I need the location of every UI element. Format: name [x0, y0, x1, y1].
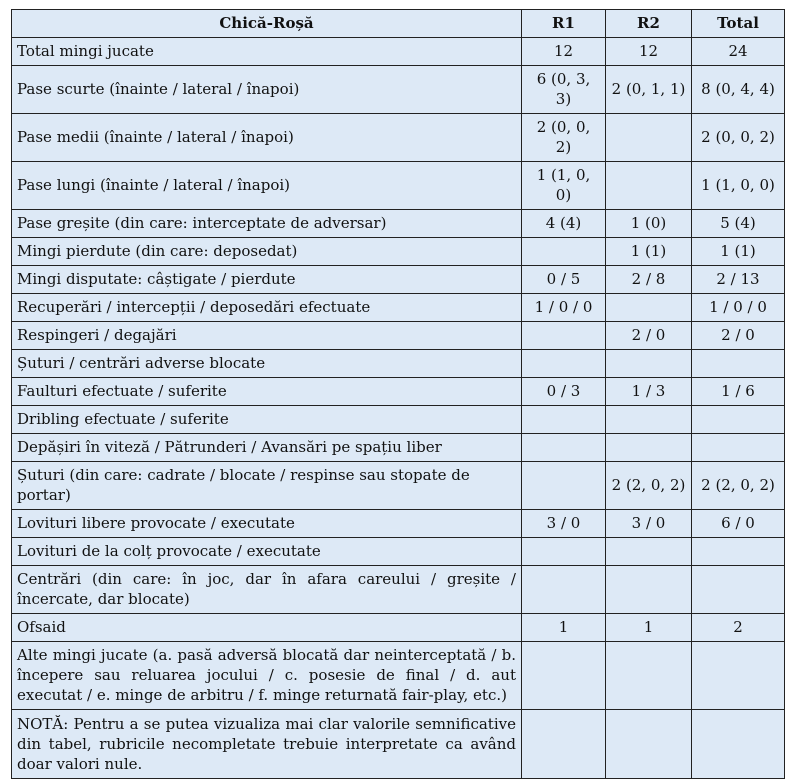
row-label: Faulturi efectuate / suferite: [12, 378, 522, 406]
cell-r2: [606, 350, 692, 378]
row-label: Pase medii (înainte / lateral / înapoi): [12, 114, 522, 162]
row-label: Mingi pierdute (din care: deposedat): [12, 238, 522, 266]
cell-r1: [522, 566, 606, 614]
cell-total: 2 (0, 0, 2): [692, 114, 785, 162]
cell-r1: 0 / 3: [522, 378, 606, 406]
cell-r2: 2 / 8: [606, 266, 692, 294]
table-row: [12, 210, 785, 238]
cell-r2: [606, 434, 692, 462]
cell-r2: 1 (1): [606, 238, 692, 266]
header-r2: R2: [606, 10, 692, 38]
cell-r2: [606, 538, 692, 566]
row-label: Depășiri în viteză / Pătrunderi / Avansări pe spațiu liber: [12, 434, 522, 462]
cell-r1: [522, 434, 606, 462]
table-row: [12, 642, 785, 710]
cell-r2: 1 / 3: [606, 378, 692, 406]
cell-r1: 1 (1, 0, 0): [522, 162, 606, 210]
cell-total: 8 (0, 4, 4): [692, 66, 785, 114]
row-label: Centrări (din care: în joc, dar în afara careului / greșite / încercate, dar blocate): [12, 566, 522, 614]
cell-r1: [522, 350, 606, 378]
cell-r1: 1 / 0 / 0: [522, 294, 606, 322]
row-label: Șuturi (din care: cadrate / blocate / respinse sau stopate de portar): [12, 462, 522, 510]
cell-total: 1 / 6: [692, 378, 785, 406]
cell-total: [692, 538, 785, 566]
row-label: Pase scurte (înainte / lateral / înapoi): [12, 66, 522, 114]
table-row: [12, 66, 785, 114]
note-cell-r1: [522, 710, 606, 779]
header-total: Total: [692, 10, 785, 38]
row-label: Total mingi jucate: [12, 38, 522, 66]
cell-r1: [522, 642, 606, 710]
row-label: Ofsaid: [12, 614, 522, 642]
row-label: Alte mingi jucate (a. pasă adversă blocată dar neinterceptată / b. începere sau reluarea jocului / c. posesie de final / d. aut executat / e. minge de arbitru / f. minge returnată fair-play, etc.): [12, 642, 522, 710]
cell-r2: [606, 566, 692, 614]
cell-r2: [606, 642, 692, 710]
table-row: [12, 38, 785, 66]
table-row: [12, 162, 785, 210]
row-label: Pase lungi (înainte / lateral / înapoi): [12, 162, 522, 210]
cell-r1: [522, 462, 606, 510]
cell-r1: 12: [522, 38, 606, 66]
cell-total: 2 (2, 0, 2): [692, 462, 785, 510]
header-row: [12, 10, 785, 38]
cell-r1: 6 (0, 3, 3): [522, 66, 606, 114]
row-label: Recuperări / intercepții / deposedări efectuate: [12, 294, 522, 322]
table-row: [12, 266, 785, 294]
cell-r2: [606, 162, 692, 210]
table-row: [12, 114, 785, 162]
table-row: [12, 238, 785, 266]
cell-total: [692, 566, 785, 614]
cell-r2: 2 (0, 1, 1): [606, 66, 692, 114]
cell-r1: 3 / 0: [522, 510, 606, 538]
cell-r2: 2 / 0: [606, 322, 692, 350]
table-row: [12, 614, 785, 642]
row-label: Șuturi / centrări adverse blocate: [12, 350, 522, 378]
cell-total: [692, 350, 785, 378]
note-text: NOTĂ: Pentru a se putea vizualiza mai clar valorile semnificative din tabel, rubricile necompletate trebuie interpretate ca având doar valori nule.: [12, 710, 522, 779]
table-row: [12, 434, 785, 462]
table-row: [12, 350, 785, 378]
cell-r2: 3 / 0: [606, 510, 692, 538]
cell-r2: 2 (2, 0, 2): [606, 462, 692, 510]
cell-r1: [522, 538, 606, 566]
cell-r2: [606, 406, 692, 434]
cell-total: 5 (4): [692, 210, 785, 238]
row-label: Dribling efectuate / suferite: [12, 406, 522, 434]
stats-body: [12, 38, 785, 779]
header-r1: R1: [522, 10, 606, 38]
cell-r1: [522, 238, 606, 266]
cell-total: 2 / 13: [692, 266, 785, 294]
stats-table: [11, 9, 785, 779]
row-label: Pase greșite (din care: interceptate de adversar): [12, 210, 522, 238]
table-row: [12, 322, 785, 350]
table-row: [12, 378, 785, 406]
cell-total: 2: [692, 614, 785, 642]
table-row: [12, 294, 785, 322]
cell-r1: 2 (0, 0, 2): [522, 114, 606, 162]
row-label: Lovituri libere provocate / executate: [12, 510, 522, 538]
row-label: Lovituri de la colț provocate / executate: [12, 538, 522, 566]
cell-r1: 0 / 5: [522, 266, 606, 294]
table-row: [12, 566, 785, 614]
note-cell-r2: [606, 710, 692, 779]
cell-total: [692, 642, 785, 710]
cell-r2: 1: [606, 614, 692, 642]
header-category: Chică-Roșă: [12, 10, 522, 38]
cell-r1: 1: [522, 614, 606, 642]
cell-total: 1 / 0 / 0: [692, 294, 785, 322]
note-row: [12, 710, 785, 779]
table-row: [12, 510, 785, 538]
cell-r2: [606, 114, 692, 162]
table-row: [12, 406, 785, 434]
cell-r1: 4 (4): [522, 210, 606, 238]
cell-total: 6 / 0: [692, 510, 785, 538]
cell-total: 1 (1, 0, 0): [692, 162, 785, 210]
cell-total: 1 (1): [692, 238, 785, 266]
note-cell-total: [692, 710, 785, 779]
cell-r1: [522, 322, 606, 350]
cell-total: [692, 406, 785, 434]
cell-total: 2 / 0: [692, 322, 785, 350]
cell-r1: [522, 406, 606, 434]
table-row: [12, 538, 785, 566]
cell-r2: 1 (0): [606, 210, 692, 238]
cell-r2: [606, 294, 692, 322]
cell-total: [692, 434, 785, 462]
cell-r2: 12: [606, 38, 692, 66]
row-label: Mingi disputate: câștigate / pierdute: [12, 266, 522, 294]
row-label: Respingeri / degajări: [12, 322, 522, 350]
table-row: [12, 462, 785, 510]
cell-total: 24: [692, 38, 785, 66]
